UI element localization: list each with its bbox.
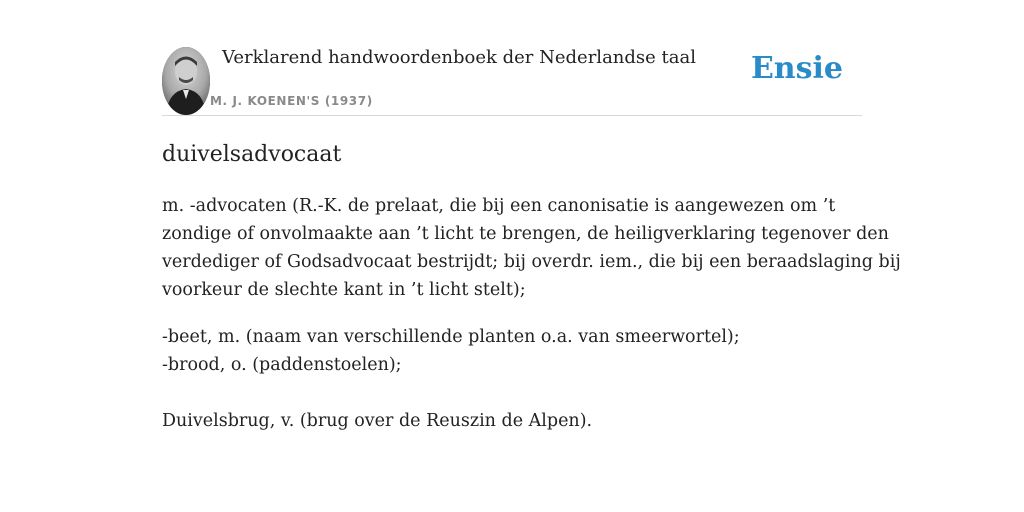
- author-portrait-image: [162, 47, 210, 115]
- compound-line: -brood, o. (paddenstoelen);: [162, 355, 402, 375]
- definition-paragraph: [162, 192, 901, 304]
- author-portrait: [162, 47, 210, 115]
- related-entry-paragraph: [162, 407, 862, 435]
- definition-line: voorkeur de slechte kant in ’t licht stelt);: [162, 280, 526, 300]
- author-credit: M. J. KOENEN'S (1937): [210, 94, 373, 108]
- ensie-logo-link[interactable]: Ensie: [750, 51, 843, 86]
- definition-line: verdediger of Godsadvocaat bestrijdt; bij overdr. iem., die bij een beraadslaging bij: [162, 252, 901, 272]
- compounds-paragraph: [162, 323, 862, 379]
- book-title: Verklarend handwoordenboek der Nederlandse taal: [222, 47, 696, 68]
- compound-line: -beet, m. (naam van verschillende planten o.a. van smeerwortel);: [162, 327, 740, 347]
- definition-line: zondige of onvolmaakte aan ’t licht te brengen, de heiligverklaring tegenover den: [162, 224, 889, 244]
- entry-headword: duivelsadvocaat: [162, 142, 342, 167]
- page-content: [162, 0, 901, 512]
- definition-line: m. -advocaten (R.-K. de prelaat, die bij een canonisatie is aangewezen om ’t: [162, 196, 836, 216]
- related-entry-line: Duivelsbrug, v. (brug over de Reuszin de Alpen).: [162, 411, 593, 431]
- dictionary-header: [162, 0, 862, 116]
